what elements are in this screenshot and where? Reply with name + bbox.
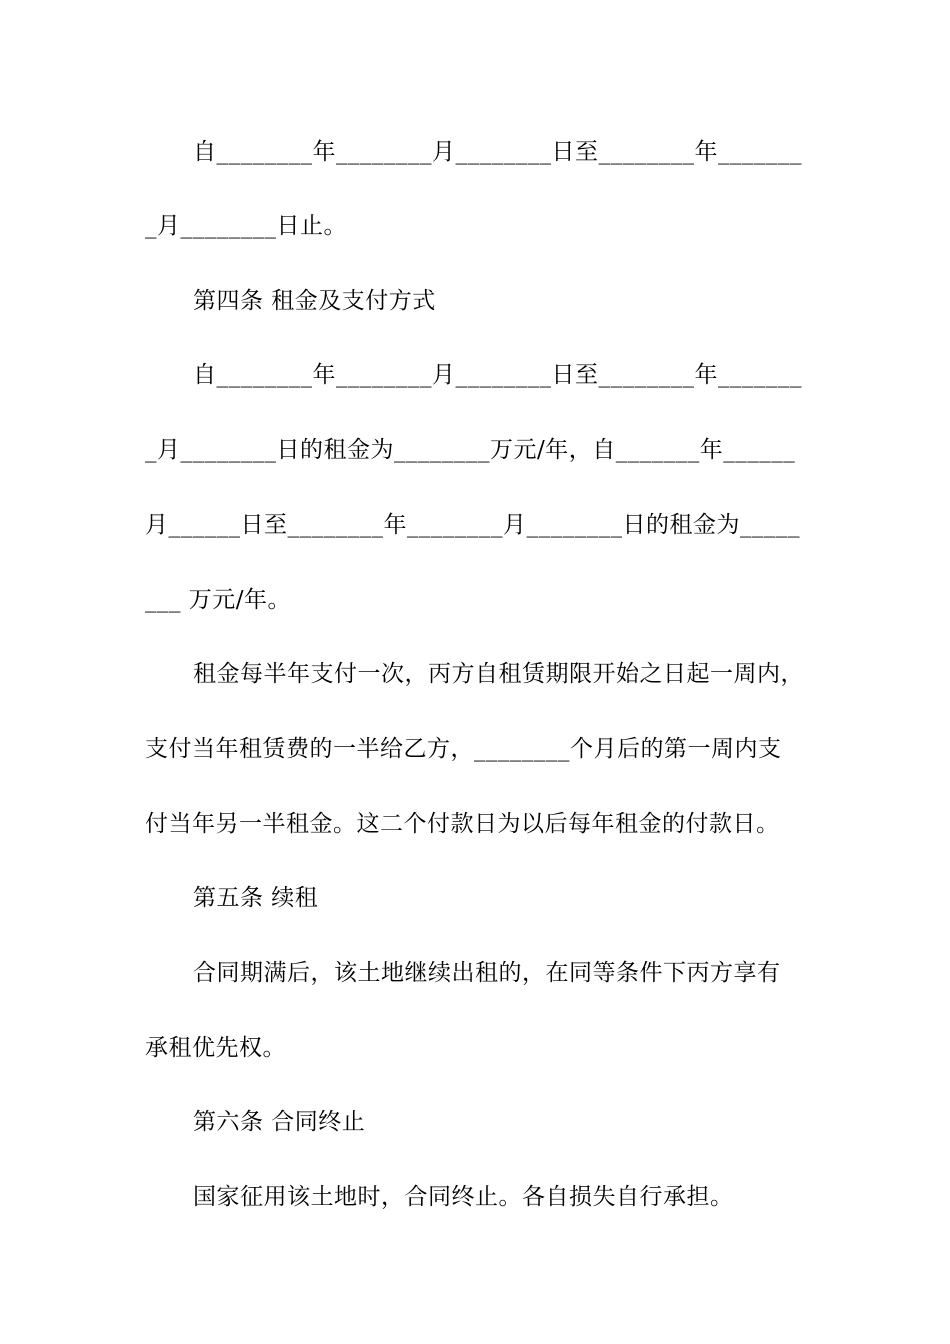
article-4-heading: 第四条 租金及支付方式 xyxy=(193,288,436,314)
payment-line-1: 租金每半年支付一次，丙方自租赁期限开始之日起一周内， xyxy=(193,661,804,687)
article-5-heading: 第五条 续租 xyxy=(193,885,319,911)
article-6-heading: 第六条 合同终止 xyxy=(193,1109,366,1135)
renewal-line-2: 承租优先权。 xyxy=(145,1035,286,1061)
rent-line-2: _月________日的租金为________万元/年，自_______年______ xyxy=(145,437,796,463)
rent-line-1: 自________年________月________日至________年_______ xyxy=(193,362,802,388)
rent-line-3: 月______日至________年________月________日的租金为_____ xyxy=(145,512,800,538)
rent-line-4: ___ 万元/年。 xyxy=(145,587,292,613)
payment-line-3: 付当年另一半租金。这二个付款日为以后每年租金的付款日。 xyxy=(145,811,780,837)
lease-term-line-2: _月________日止。 xyxy=(145,213,347,239)
renewal-line-1: 合同期满后，该土地继续出租的，在同等条件下丙方享有 xyxy=(193,960,781,986)
lease-term-line-1: 自________年________月________日至________年_______ xyxy=(193,139,802,165)
payment-line-2: 支付当年租赁费的一半给乙方，________个月后的第一周内支 xyxy=(145,736,782,762)
termination-line-1: 国家征用该土地时，合同终止。各自损失自行承担。 xyxy=(193,1184,734,1210)
